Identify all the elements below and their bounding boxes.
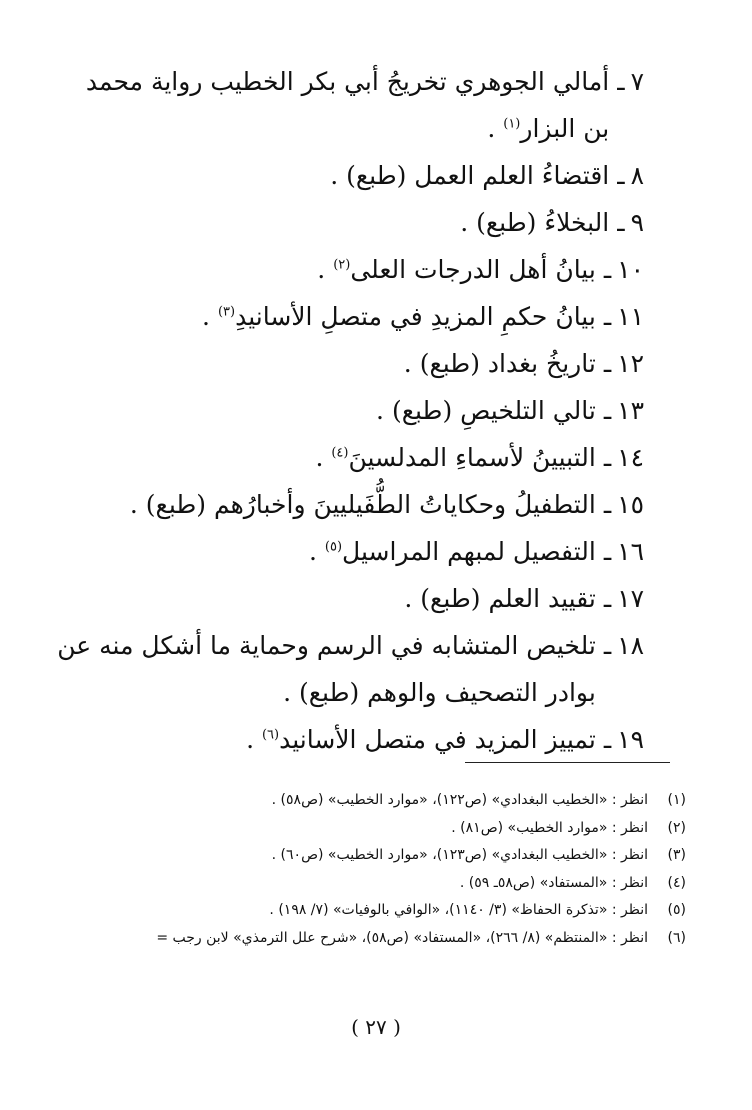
footnote-number: (٢)	[667, 819, 686, 836]
entry-end-mark: .	[309, 537, 325, 566]
footnote-item	[56, 842, 686, 870]
entry-number: ١٩	[617, 725, 644, 754]
footnote-text: انظر : «المستفاد» (ص٥٨ـ ٥٩) .	[459, 874, 648, 891]
entry-dash: ـ	[603, 302, 612, 331]
entry-item	[54, 340, 644, 387]
footnote-number: (٤)	[667, 874, 686, 891]
entry-title: تاريخُ بغداد (طبع) .	[403, 349, 596, 378]
entry-title: تمييز المزيد في متصل الأسانيد	[279, 725, 596, 754]
entry-text	[54, 481, 596, 528]
entry-number: ٧	[630, 67, 644, 96]
entry-title: تقييد العلم (طبع) .	[404, 584, 596, 613]
entry-dash: ـ	[603, 396, 612, 425]
entry-text	[54, 340, 596, 387]
footnote-text: انظر : «موارد الخطيب» (ص٨١) .	[451, 819, 648, 836]
footnote-ref[interactable]: (١)	[503, 116, 521, 132]
footnote-number: (٥)	[667, 902, 686, 918]
footnote-number: (١)	[667, 792, 686, 808]
entry-dash: ـ	[603, 443, 612, 472]
entry-text	[54, 293, 596, 340]
entry-item	[54, 481, 644, 528]
entry-dash: ـ	[617, 208, 625, 237]
entry-number: ١٢	[617, 349, 644, 378]
entry-number: ١٠	[617, 255, 644, 284]
entry-end-mark: .	[487, 114, 504, 143]
entry-dash: ـ	[603, 490, 612, 519]
entry-number: ١٤	[617, 443, 644, 472]
footnote-text: انظر : «المنتظم» (٨/ ٢٦٦)، «المستفاد» (ص٥٨)، «شرح علل الترمذي» لابن رجب =	[156, 929, 648, 946]
footnote-text: انظر : «الخطيب البغدادي» (ص١٢٢)، «موارد الخطيب» (ص٥٨) .	[271, 792, 648, 808]
entry-number: ١٨	[617, 631, 644, 660]
entry-number: ١٦	[617, 537, 644, 566]
entry-number: ١٥	[617, 490, 644, 519]
entry-dash: ـ	[617, 67, 625, 96]
entry-number: ١١	[617, 302, 644, 331]
entry-text	[54, 575, 596, 622]
entry-text	[54, 716, 596, 763]
entry-item	[54, 716, 644, 763]
entry-text	[54, 199, 609, 246]
entries-list	[54, 58, 644, 763]
entry-text	[54, 152, 609, 199]
entry-dash: ـ	[617, 161, 625, 190]
footnote-text: انظر : «تذكرة الحفاظ» (٣/ ١١٤٠)، «الوافي بالوفيات» (٧/ ١٩٨) .	[269, 902, 648, 918]
footnote-number: (٦)	[667, 929, 686, 946]
entry-text	[54, 528, 596, 575]
footnote-ref[interactable]: (٢)	[333, 257, 351, 273]
entry-title: التطفيلُ وحكاياتُ الطُّفَيليينَ وأخبارُهم (طبع) .	[129, 490, 596, 519]
entry-item	[54, 152, 644, 199]
entry-end-mark: .	[317, 255, 334, 284]
entry-item	[54, 575, 644, 622]
footnote-ref[interactable]: (٤)	[331, 445, 349, 461]
entry-dash: ـ	[603, 631, 612, 660]
footnote-item	[56, 787, 686, 815]
entry-dash: ـ	[603, 537, 612, 566]
footnote-item	[56, 870, 686, 898]
entry-item	[54, 528, 644, 575]
entry-title: تالي التلخيصِ (طبع) .	[376, 396, 596, 425]
entry-item	[54, 58, 644, 152]
entry-title: أمالي الجوهري تخريجُ أبي بكر الخطيب رواية محمد بن البزار	[85, 67, 610, 143]
entry-text	[54, 434, 596, 481]
entry-text	[54, 58, 609, 152]
entry-item	[54, 622, 644, 716]
entry-end-mark: .	[246, 725, 262, 754]
entry-title: التبيينُ لأسماءِ المدلسينَ	[348, 443, 596, 472]
footnote-item	[56, 815, 686, 843]
footnotes-list	[56, 787, 686, 952]
entry-title: بيانُ أهل الدرجات العلى	[350, 255, 596, 284]
entry-item	[54, 387, 644, 434]
entry-dash: ـ	[603, 584, 612, 613]
entry-text	[54, 387, 596, 434]
page-number: ( ٢٧ )	[351, 1015, 401, 1039]
entry-item	[54, 434, 644, 481]
entry-text	[54, 622, 596, 716]
entry-number: ١٣	[617, 396, 644, 425]
entry-item	[54, 246, 644, 293]
entry-text	[54, 246, 596, 293]
footnote-ref[interactable]: (٣)	[217, 304, 236, 320]
entry-item	[54, 293, 644, 340]
entry-dash: ـ	[603, 725, 612, 754]
footnote-number: (٣)	[667, 847, 686, 863]
entry-number: ١٧	[617, 584, 644, 613]
entry-title: تلخيص المتشابه في الرسم وحماية ما أشكل منه عن بوادر التصحيف والوهم (طبع) .	[57, 631, 596, 707]
footnote-item	[56, 897, 686, 925]
entry-end-mark: .	[202, 302, 218, 331]
entry-item	[54, 199, 644, 246]
entry-end-mark: .	[315, 443, 332, 472]
entry-title: بيانُ حكمِ المزيدِ في متصلِ الأسانيدِ	[235, 302, 596, 331]
footnote-separator	[465, 762, 670, 763]
footnote-text: انظر : «الخطيب البغدادي» (ص١٢٣)، «موارد الخطيب» (ص٦٠) .	[271, 847, 648, 863]
entry-dash: ـ	[603, 255, 612, 284]
footnote-ref[interactable]: (٥)	[324, 539, 343, 555]
entry-title: اقتضاءُ العلم العمل (طبع) .	[330, 161, 610, 190]
entry-number: ٩	[630, 208, 644, 237]
footnote-ref[interactable]: (٦)	[261, 727, 280, 743]
entry-title: التفصيل لمبهم المراسيل	[342, 537, 596, 566]
entry-number: ٨	[630, 161, 644, 190]
entry-dash: ـ	[603, 349, 612, 378]
footnote-item	[56, 925, 686, 953]
entry-title: البخلاءُ (طبع) .	[460, 208, 610, 237]
